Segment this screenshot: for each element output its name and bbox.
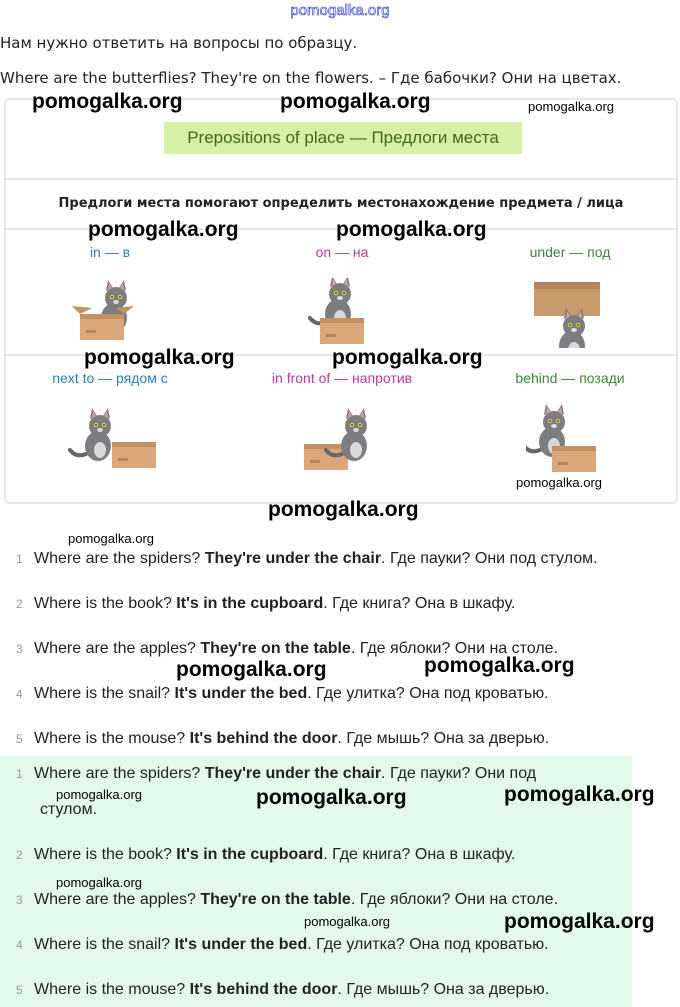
answer-question: Where is the snail? <box>34 936 175 953</box>
answer-line <box>16 891 558 909</box>
watermark: pomogalka.org <box>336 218 487 241</box>
site-watermark-top: pomogalka.org <box>290 2 390 19</box>
prep-on-label: on — на <box>315 244 369 260</box>
answer-number: 4 <box>16 938 23 952</box>
cat-behind-box-icon <box>526 404 616 482</box>
question-number: 5 <box>16 732 23 746</box>
watermark: pomogalka.org <box>504 910 655 933</box>
watermark: pomogalka.org <box>528 99 614 114</box>
intro-example: Where are the butterflies? They're on the flowers. – Где бабочки? Они на цветах. <box>0 69 622 87</box>
question-text: Where is the mouse? <box>34 730 190 747</box>
answer-line <box>16 936 549 954</box>
question-text: Where are the spiders? <box>34 550 205 567</box>
answer-line <box>16 765 536 783</box>
answer-translation: . Где мышь? Она за дверью. <box>337 981 550 998</box>
question-number: 1 <box>16 552 23 566</box>
card-subtitle: Предлоги места помогают определить местонахождение предмета / лица <box>58 196 624 211</box>
answer-number: 2 <box>16 848 23 862</box>
watermark: pomogalka.org <box>32 90 183 113</box>
question-text: Where is the snail? <box>34 685 175 702</box>
prep-next-to-label: next to — рядом с <box>52 370 168 386</box>
answer-text: They're on the table <box>200 891 351 908</box>
watermark: pomogalka.org <box>88 218 239 241</box>
question-translation: . Где пауки? Они под стулом. <box>381 550 598 567</box>
answer-question: Where are the spiders? <box>34 765 205 782</box>
cat-in-front-of-box-icon <box>302 404 392 482</box>
prep-behind-label: behind — позади <box>515 370 625 386</box>
answer-number: 1 <box>16 767 23 781</box>
question-text: Where are the apples? <box>34 640 201 657</box>
watermark: pomogalka.org <box>280 90 431 113</box>
question-translation: . Где мышь? Она за дверью. <box>337 730 550 747</box>
answer-question: Where are the apples? <box>34 891 201 908</box>
answer-translation: . Где книга? Она в шкафу. <box>323 846 516 863</box>
answer-line-continued: стулом. <box>40 801 98 818</box>
answer-line <box>16 846 515 864</box>
answer-question: Where is the book? <box>34 846 177 863</box>
prepositions-card <box>4 98 678 504</box>
question-answer: They're under the chair <box>204 550 382 567</box>
cat-on-box-icon <box>306 278 376 348</box>
question-answer: It's behind the door <box>189 730 338 747</box>
answer-translation: . Где яблоки? Они на столе. <box>350 891 559 908</box>
question-answer: It's in the cupboard <box>176 595 324 612</box>
prep-under-label: under — под <box>529 244 611 260</box>
answer-text: They're under the chair <box>204 765 382 782</box>
question-answer: They're on the table <box>200 640 351 657</box>
cat-in-box-icon <box>72 278 152 348</box>
watermark: pomogalka.org <box>176 658 327 681</box>
question-translation: . Где книга? Она в шкафу. <box>323 595 516 612</box>
answer-question: Where is the mouse? <box>34 981 190 998</box>
watermark: pomogalka.org <box>516 475 602 490</box>
watermark: pomogalka.org <box>84 346 235 369</box>
question-line <box>16 595 515 613</box>
watermark: pomogalka.org <box>304 914 390 929</box>
card-title: Prepositions of place — Предлоги места <box>164 122 522 154</box>
answer-translation: . Где пауки? Они под <box>381 765 537 782</box>
answer-number: 5 <box>16 983 23 997</box>
watermark: pomogalka.org <box>56 875 142 890</box>
cat-next-to-box-icon <box>60 404 170 482</box>
card-divider <box>6 178 676 180</box>
watermark: pomogalka.org <box>504 783 655 806</box>
answer-line <box>16 981 549 999</box>
watermark: pomogalka.org <box>332 346 483 369</box>
question-text: Where is the book? <box>34 595 177 612</box>
watermark: pomogalka.org <box>256 786 407 809</box>
question-number: 3 <box>16 642 23 656</box>
watermark: pomogalka.org <box>268 498 419 521</box>
question-translation: . Где улитка? Она под кроватью. <box>307 685 549 702</box>
watermark: pomogalka.org <box>56 787 142 802</box>
question-number: 4 <box>16 687 23 701</box>
answer-translation: . Где улитка? Она под кроватью. <box>307 936 549 953</box>
answer-text: It's behind the door <box>189 981 338 998</box>
question-answer: It's under the bed <box>174 685 308 702</box>
prep-in-front-of-label: in front of — напротив <box>271 370 413 386</box>
watermark: pomogalka.org <box>68 531 154 546</box>
question-line <box>16 550 598 568</box>
watermark: pomogalka.org <box>424 654 575 677</box>
intro-instruction: Нам нужно ответить на вопросы по образцу. <box>0 34 358 52</box>
answer-text: It's under the bed <box>174 936 308 953</box>
question-line <box>16 730 549 748</box>
prep-in-label: in — в <box>89 244 131 260</box>
question-number: 2 <box>16 597 23 611</box>
answer-number: 3 <box>16 893 23 907</box>
cat-under-box-icon <box>526 276 616 348</box>
question-line <box>16 685 549 703</box>
question-translation: . Где яблоки? Они на столе. <box>350 640 559 657</box>
answer-text: It's in the cupboard <box>176 846 324 863</box>
